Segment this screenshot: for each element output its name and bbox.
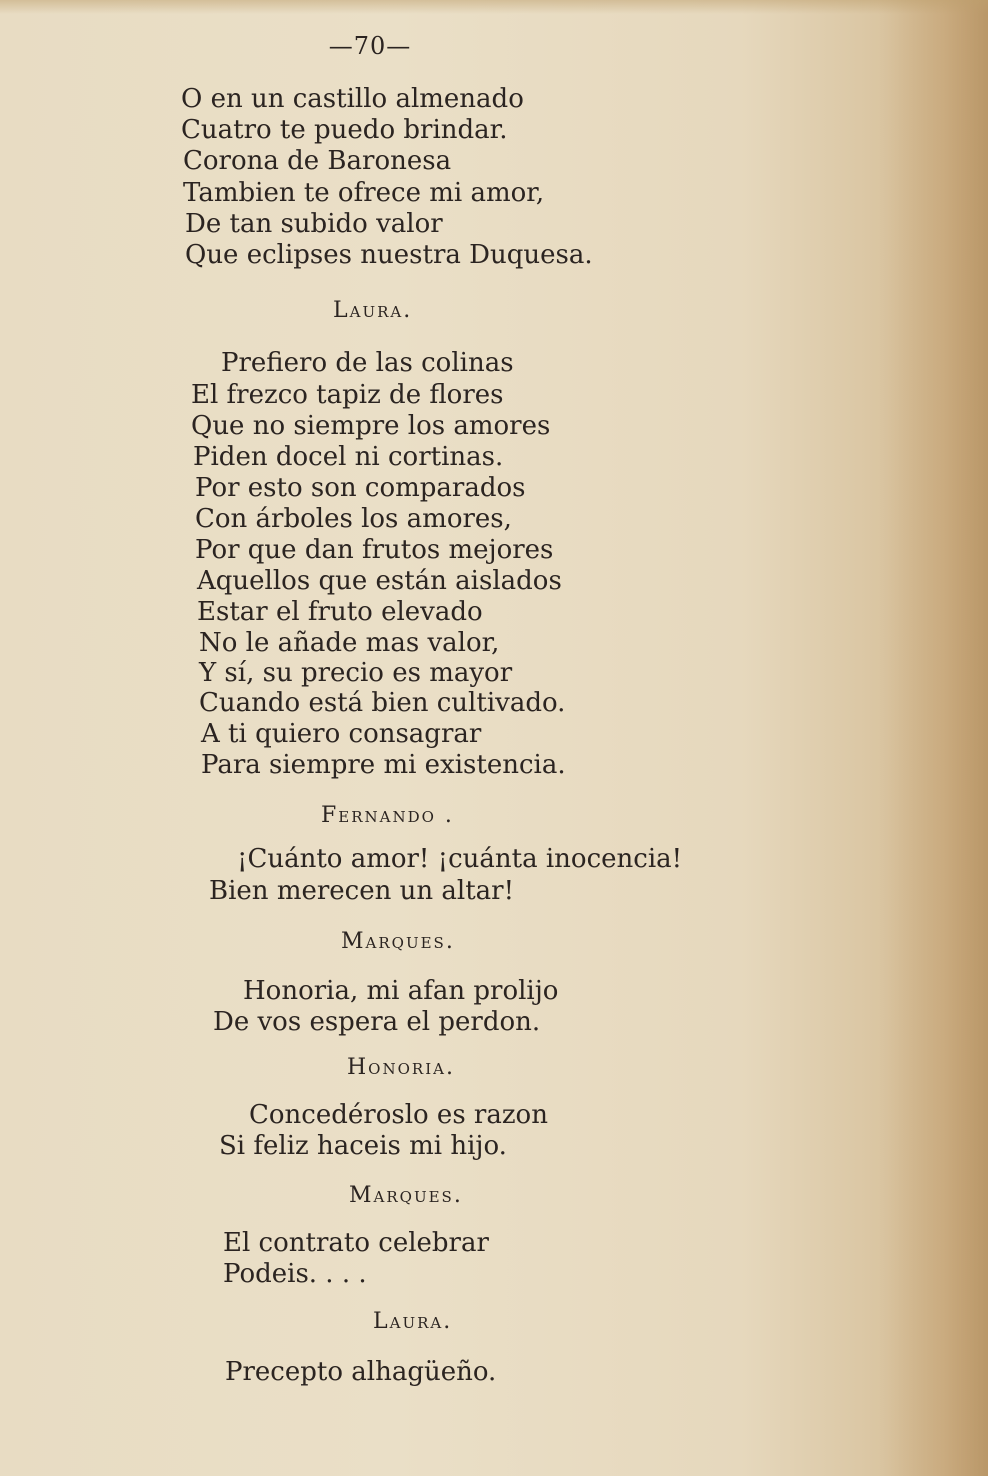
speaker-name: Honoria. (347, 1055, 455, 1080)
verse-line: Aquellos que están aislados (197, 566, 562, 596)
speaker-name: Fernando . (321, 803, 454, 828)
verse-line: Concedéroslo es razon (249, 1100, 548, 1130)
verse-line: Bien merecen un altar! (209, 876, 515, 906)
verse-line: Si feliz haceis mi hijo. (219, 1131, 507, 1161)
verse-line: Con árboles los amores, (195, 504, 512, 534)
speaker-name: Laura. (333, 298, 413, 323)
page-number: —70— (328, 32, 412, 60)
speaker-name: Marques. (341, 929, 455, 954)
verse-line: Corona de Baronesa (183, 146, 452, 176)
verse-line: Podeis. . . . (223, 1259, 367, 1289)
verse-line: Honoria, mi afan prolijo (243, 976, 559, 1006)
verse-line: De vos espera el perdon. (213, 1007, 541, 1037)
verse-line: Para siempre mi existencia. (201, 750, 566, 780)
speaker-name: Marques. (349, 1183, 463, 1208)
verse-line: Precepto alhagüeño. (225, 1357, 497, 1387)
verse-line: Piden docel ni cortinas. (193, 442, 504, 472)
verse-line: El frezco tapiz de flores (191, 380, 504, 410)
verse-line: Estar el fruto elevado (197, 597, 483, 627)
verse-line: A ti quiero consagrar (201, 719, 482, 749)
speaker-name: Laura. (373, 1309, 453, 1334)
verse-line: De tan subido valor (185, 209, 443, 239)
verse-line: ¡Cuánto amor! ¡cuánta inocencia! (237, 844, 683, 874)
verse-line: Y sí, su precio es mayor (199, 658, 513, 688)
verse-line: Que no siempre los amores (191, 411, 551, 441)
verse-line: Cuando está bien cultivado. (199, 688, 566, 718)
page-edge-stain (878, 0, 988, 1476)
verse-line: Cuatro te puedo brindar. (181, 115, 508, 145)
verse-line: Que eclipses nuestra Duquesa. (185, 240, 593, 270)
verse-line: No le añade mas valor, (199, 628, 500, 658)
verse-line: Por esto son comparados (195, 473, 526, 503)
verse-line: El contrato celebrar (223, 1228, 489, 1258)
verse-line: Prefiero de las colinas (221, 348, 514, 378)
verse-line: Por que dan frutos mejores (195, 535, 554, 565)
verse-line: O en un castillo almenado (181, 84, 524, 114)
page-top-stain (0, 0, 988, 14)
verse-line: Tambien te ofrece mi amor, (183, 178, 545, 208)
